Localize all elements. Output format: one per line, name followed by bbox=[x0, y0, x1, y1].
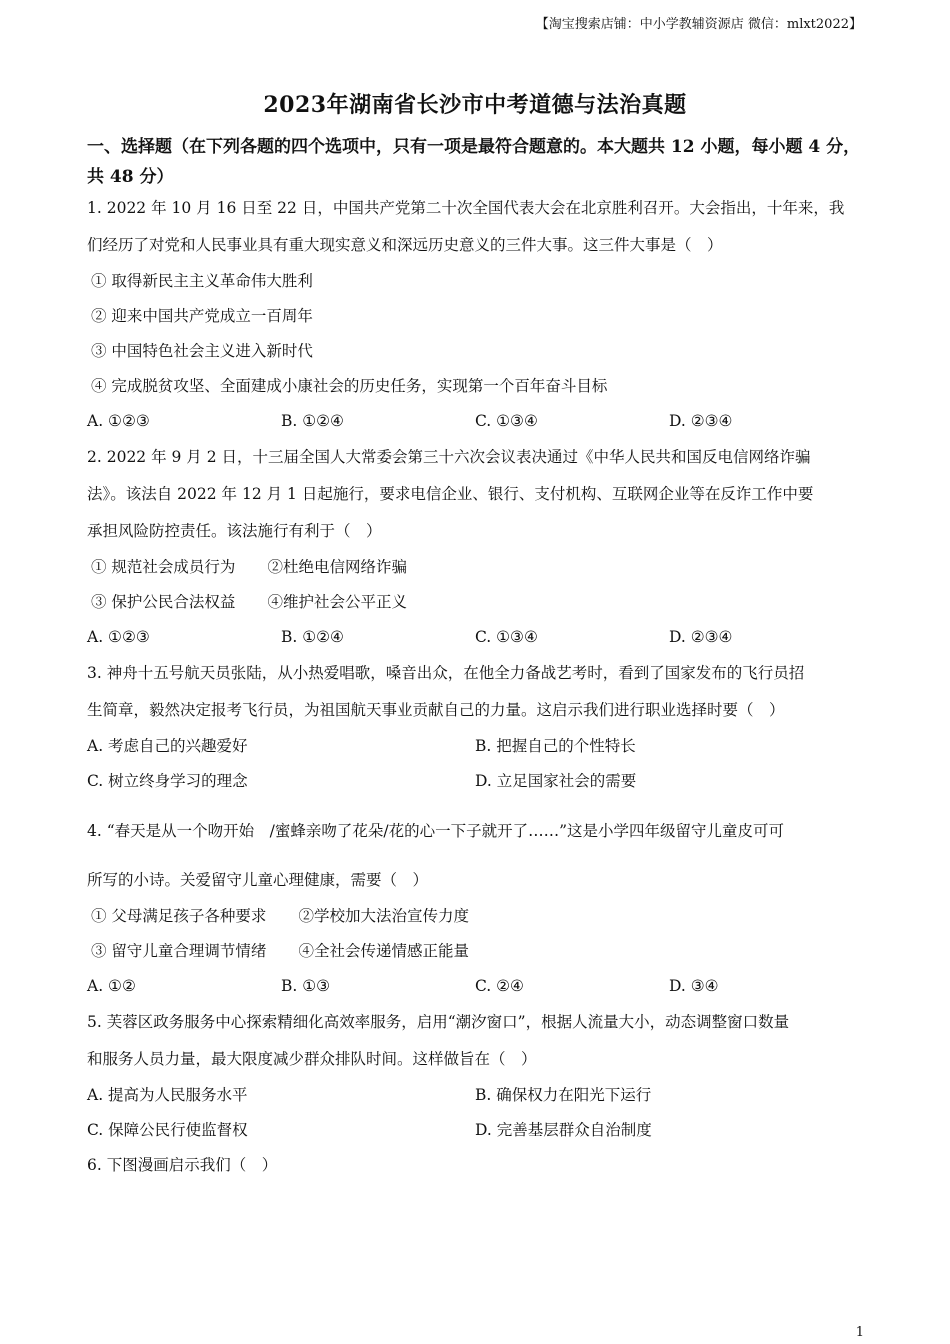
question-5-stem-line-1: 5. 芙蓉区政务服务中心探索精细化高效率服务，启用“潮汐窗口”，根据人流量大小，动态调整窗口数量 bbox=[87, 1013, 790, 1031]
option-c: C. ①③④ bbox=[475, 628, 538, 646]
option-a: A. 提高为人民服务水平 bbox=[87, 1086, 248, 1104]
statement-1: ① 父母满足孩子各种要求 bbox=[91, 907, 267, 925]
question-1 bbox=[87, 190, 867, 439]
option-b: B. ①②④ bbox=[281, 412, 344, 430]
question-2-options bbox=[87, 620, 867, 655]
question-1-statement-3: ③ 中国特色社会主义进入新时代 bbox=[91, 342, 313, 360]
option-d: D. 完善基层群众自治制度 bbox=[475, 1121, 652, 1139]
option-a: A. ①②③ bbox=[87, 628, 150, 646]
option-d: D. ②③④ bbox=[669, 412, 733, 430]
question-2-statements-row-1 bbox=[91, 550, 867, 585]
question-1-stem-line-1: 1. 2022 年 10 月 16 日至 22 日，中国共产党第二十次全国代表大会在北京胜利召开。大会指出，十年来，我 bbox=[87, 199, 845, 217]
question-2-stem-line-3: 承担风险防控责任。该法施行有利于（ ） bbox=[87, 522, 382, 540]
option-a: A. ①② bbox=[87, 977, 136, 995]
question-4-stem-line-1: 4. “春天是从一个吻开始 /蜜蜂亲吻了花朵/花的心一下子就开了……”这是小学四年级留守儿童皮可可 bbox=[87, 822, 785, 840]
statement-2: ②杜绝电信网络诈骗 bbox=[267, 558, 407, 576]
option-c: C. 树立终身学习的理念 bbox=[87, 772, 248, 790]
option-a: A. ①②③ bbox=[87, 412, 150, 430]
option-b: B. ①③ bbox=[281, 977, 331, 995]
question-1-statement-1: ① 取得新民主主义革命伟大胜利 bbox=[91, 272, 313, 290]
question-2-stem-line-2: 法》。该法自 2022 年 12 月 1 日起施行，要求电信企业、银行、支付机构、互联网企业等在反诈工作中要 bbox=[87, 485, 814, 503]
question-2-statements-row-2 bbox=[91, 585, 867, 620]
question-4-statements-row-2 bbox=[91, 934, 867, 969]
option-d: D. ②③④ bbox=[669, 628, 733, 646]
page-header-watermark: 【淘宝搜索店铺：中小学教辅资源店 微信：mlxt2022】 bbox=[535, 17, 862, 32]
question-5-stem-line-2: 和服务人员力量，最大限度减少群众排队时间。这样做旨在（ ） bbox=[87, 1050, 537, 1068]
statement-4: ④维护社会公平正义 bbox=[267, 593, 407, 611]
question-4-options bbox=[87, 969, 867, 1004]
question-3-options-row-2 bbox=[87, 764, 867, 799]
question-6-stem: 6. 下图漫画启示我们（ ） bbox=[87, 1156, 278, 1174]
question-1-statement-2: ② 迎来中国共产党成立一百周年 bbox=[91, 307, 313, 325]
option-c: C. ②④ bbox=[475, 977, 524, 995]
question-5 bbox=[87, 1004, 867, 1148]
option-b: B. ①②④ bbox=[281, 628, 344, 646]
question-3-options-row-1 bbox=[87, 729, 867, 764]
question-4 bbox=[87, 813, 867, 1004]
option-d: D. 立足国家社会的需要 bbox=[475, 772, 637, 790]
option-b: B. 确保权力在阳光下运行 bbox=[475, 1086, 652, 1104]
question-3 bbox=[87, 655, 867, 799]
question-1-statement-4: ④ 完成脱贫攻坚、全面建成小康社会的历史任务，实现第一个百年奋斗目标 bbox=[91, 377, 608, 395]
question-3-stem-line-2: 生简章，毅然决定报考飞行员，为祖国航天事业贡献自己的力量。这启示我们进行职业选择时要（ ） bbox=[87, 701, 785, 719]
question-6 bbox=[87, 1148, 867, 1183]
statement-2: ②学校加大法治宣传力度 bbox=[298, 907, 469, 925]
question-1-stem-line-2: 们经历了对党和人民事业具有重大现实意义和深远历史意义的三件大事。这三件大事是（ ） bbox=[87, 236, 723, 254]
question-4-statements-row-1 bbox=[91, 899, 867, 934]
option-c: C. 保障公民行使监督权 bbox=[87, 1121, 248, 1139]
question-5-options-row-2 bbox=[87, 1113, 867, 1148]
option-b: B. 把握自己的个性特长 bbox=[475, 737, 636, 755]
option-d: D. ③④ bbox=[669, 977, 719, 995]
question-2 bbox=[87, 439, 867, 655]
option-a: A. 考虑自己的兴趣爱好 bbox=[87, 737, 248, 755]
page-number: 1 bbox=[855, 1325, 864, 1340]
question-3-stem-line-1: 3. 神舟十五号航天员张陆，从小热爱唱歌，嗓音出众，在他全力备战艺考时，看到了国家发布的飞行员招 bbox=[87, 664, 805, 682]
statement-1: ① 规范社会成员行为 bbox=[91, 558, 236, 576]
statement-3: ③ 留守儿童合理调节情绪 bbox=[91, 942, 267, 960]
question-list bbox=[87, 190, 867, 1183]
page-title: 2023年湖南省长沙市中考道德与法治真题 bbox=[263, 92, 687, 118]
section-heading: 一、选择题（在下列各题的四个选项中，只有一项是最符合题意的。本大题共 12 小题，每小题 4 分，共 48 分） bbox=[87, 137, 861, 187]
option-c: C. ①③④ bbox=[475, 412, 538, 430]
statement-4: ④全社会传递情感正能量 bbox=[298, 942, 469, 960]
question-2-stem-line-1: 2. 2022 年 9 月 2 日，十三届全国人大常委会第三十六次会议表决通过《中华人民共和国反电信网络诈骗 bbox=[87, 448, 811, 466]
question-4-stem-line-2: 所写的小诗。关爱留守儿童心理健康，需要（ ） bbox=[87, 871, 429, 889]
statement-3: ③ 保护公民合法权益 bbox=[91, 593, 236, 611]
question-1-options bbox=[87, 404, 867, 439]
question-5-options-row-1 bbox=[87, 1078, 867, 1113]
